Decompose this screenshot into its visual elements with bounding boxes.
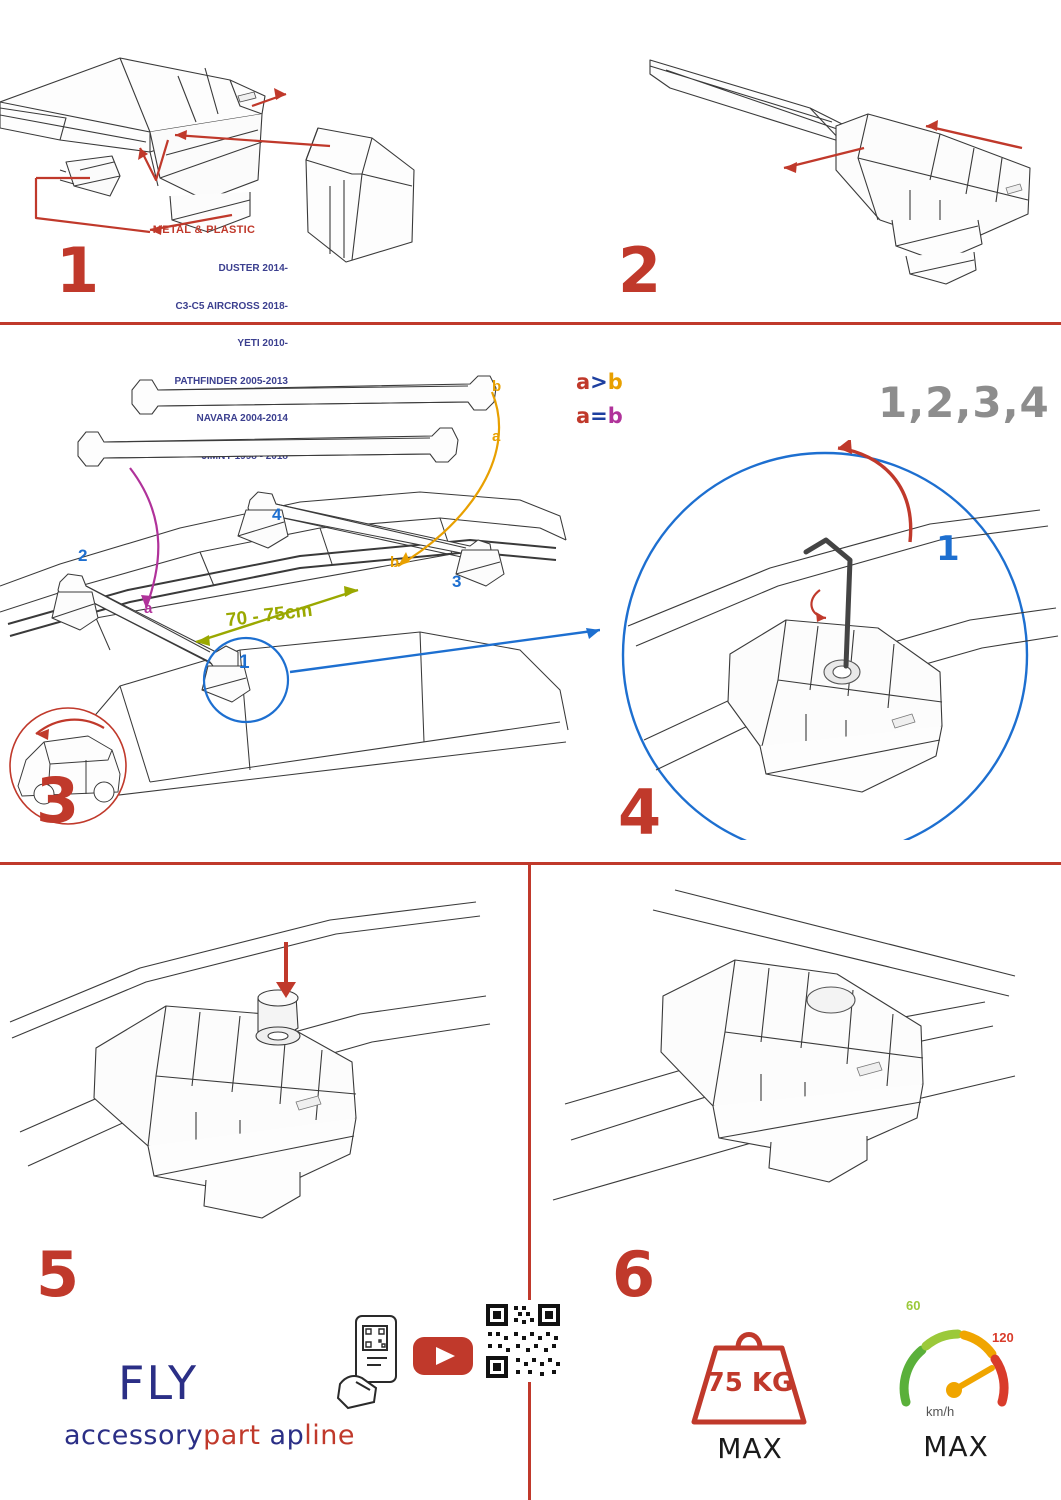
- step-number-1: 1: [56, 234, 100, 307]
- step-number-3: 3: [36, 764, 80, 837]
- label-foot-4: 4: [272, 505, 282, 524]
- comparison-op: >: [590, 370, 608, 394]
- step-number-6: 6: [612, 1238, 656, 1311]
- brand-ap: ap: [269, 1420, 305, 1451]
- panel-5-illustration: [0, 880, 520, 1240]
- comparison-left: a: [576, 370, 591, 394]
- phone-scan-icon: [330, 1310, 410, 1420]
- speed-min-tick: 60: [906, 1298, 921, 1313]
- divider-vertical-row3: [528, 862, 531, 1500]
- panel-3-illustration: [0, 350, 600, 850]
- vehicle-item: PATHFINDER 2005-2013: [174, 375, 288, 387]
- brand-part: part: [203, 1420, 261, 1451]
- metal-plastic-title: METAL & PLASTIC: [152, 224, 256, 236]
- speed-unit: km/h: [926, 1404, 955, 1419]
- comparison-left: a: [576, 404, 591, 428]
- label-foot-1: 1: [239, 652, 250, 673]
- label-bar-a: a: [492, 428, 501, 445]
- comparison-op: =: [590, 404, 608, 428]
- speed-max-label: MAX: [923, 1430, 989, 1463]
- brand-fly: FLY: [118, 1356, 199, 1410]
- brand-accessory: accessory: [64, 1420, 204, 1451]
- label-roof-a: a: [144, 600, 153, 617]
- brand-line: [64, 1420, 355, 1451]
- label-foot-3: 3: [452, 572, 462, 591]
- vehicle-item: NAVARA 2004-2014: [196, 413, 288, 424]
- step-number-5: 5: [36, 1238, 80, 1311]
- comparison-right: b: [607, 370, 623, 394]
- label-roof-b: b: [390, 554, 400, 571]
- qr-code-icon: [482, 1300, 564, 1382]
- sequence-part-grey: 1,2,3,4: [878, 378, 1050, 427]
- youtube-icon[interactable]: [412, 1334, 474, 1378]
- weight-max-label: MAX: [717, 1432, 783, 1465]
- panel-2-illustration: [610, 30, 1050, 307]
- divider-row1: [0, 322, 1061, 325]
- label-bar-b: b: [492, 378, 502, 395]
- label-foot-2: 2: [78, 546, 88, 565]
- vehicle-item: DUSTER 2014-: [218, 263, 288, 274]
- weight-value: 75 KG: [706, 1368, 794, 1398]
- comparison-a-gt-b: [576, 370, 623, 394]
- comparison-right: b: [607, 404, 623, 428]
- speedometer-icon: [892, 1310, 1018, 1426]
- vehicle-item: C3-C5 AIRCROSS 2018-: [175, 300, 288, 312]
- step-number-4: 4: [618, 776, 662, 849]
- callout-1: 1: [936, 529, 960, 569]
- panel-4-illustration: [610, 440, 1060, 840]
- panel-6-illustration: [545, 880, 1045, 1240]
- step-number-2: 2: [618, 234, 662, 307]
- distance-label: 70 - 75cm: [224, 599, 314, 632]
- comparison-a-eq-b: [576, 404, 623, 428]
- speed-max-tick: 120: [992, 1330, 1014, 1345]
- sequence-1234: [878, 378, 1050, 427]
- vehicle-item: YETI 2010-: [237, 338, 288, 349]
- brand-linename: line: [304, 1420, 355, 1451]
